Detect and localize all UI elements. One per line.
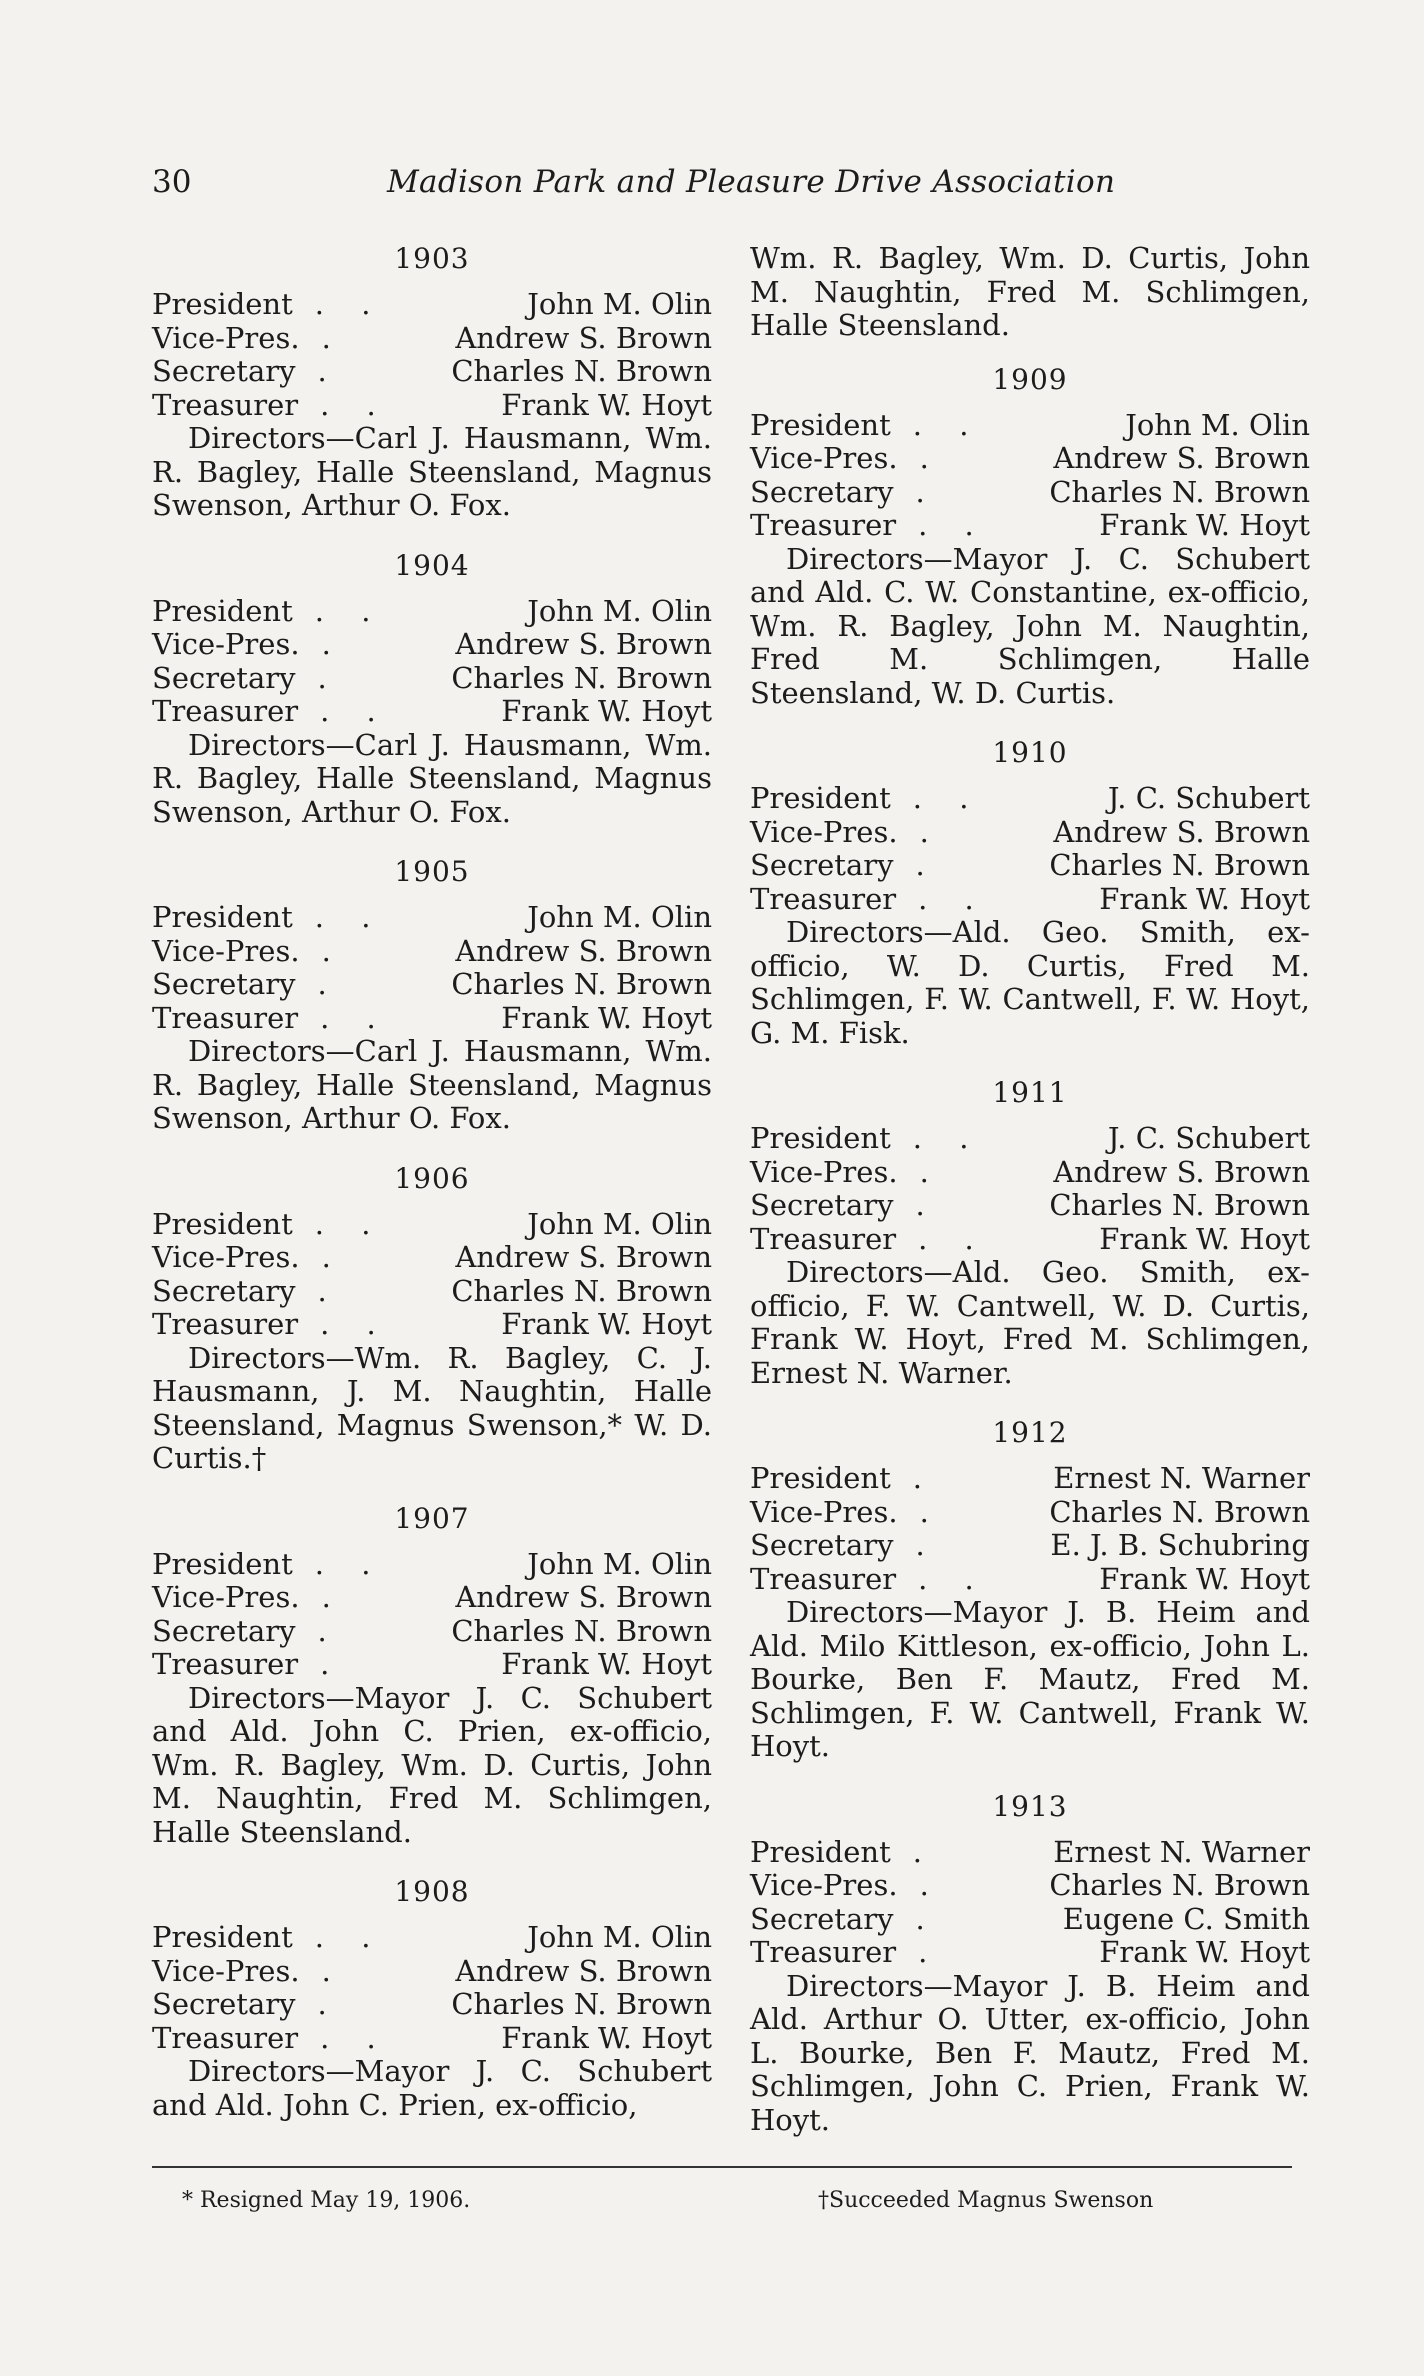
office-title: Secretary [152,354,296,388]
directors-paragraph: Directors—Mayor J. B. Heim and Ald. Milo Kittleson, ex-officio, John L. Bourke, Ben F. Mautz, Fred M. Schlimgen, F. W. Cantwell, Frank W. Hoyt. [750,1595,1310,1763]
year-heading: 1912 [992,1416,1068,1449]
office-row-president [152,288,712,322]
officer-name: Frank W. Hoyt [1099,1935,1310,1969]
office-row-vice-president [750,816,1310,850]
directors-paragraph: Directors—Ald. Geo. Smith, ex-officio, W. D. Curtis, Fred M. Schlimgen, F. W. Cantwell, F. W. Hoyt, G. M. Fisk. [750,915,1310,1050]
office-title: Secretary [152,1613,296,1648]
year-heading: 1909 [992,362,1068,396]
officer-name: Frank W. Hoyt [501,2020,712,2055]
officer-name: Charles N. Brown [451,1613,712,1648]
directors-paragraph: Directors—Mayor J. B. Heim and Ald. Arthur O. Utter, ex-officio, John L. Bourke, Ben F. Mautz, Fred M. Schlimgen, John C. Prien, Frank W. Hoyt. [750,1968,1310,2137]
officer-name: Frank W. Hoyt [1099,881,1310,916]
leader-dots: . [317,1988,341,2021]
leader-dots: . [317,661,341,695]
year-block-1911 [750,1076,1310,1390]
leader-dots: . . [320,388,390,422]
leader-dots: . [317,355,341,388]
office-row-secretary [152,1615,712,1649]
leader-dots: . [915,1902,939,1936]
office-row-vice-president [750,442,1310,476]
office-row-president [152,901,712,935]
office-title: Secretary [750,1901,894,1936]
leader-dots: . . [314,901,385,934]
leader-dots: . . [918,1222,988,1256]
leader-dots: . . [918,882,988,916]
officer-name: Charles N. Brown [1049,474,1310,509]
office-row-president [750,409,1310,443]
office-row-secretary [750,1529,1310,1563]
leader-dots: . . [320,2021,390,2055]
office-title: Vice-Pres. [750,814,898,849]
office-title: Treasurer [152,1000,299,1035]
office-title: President [152,900,293,934]
officer-name: Andrew S. Brown [455,320,712,355]
leader-dots: . . [918,1562,988,1596]
office-title: President [750,1834,891,1869]
office-title: Secretary [152,1273,296,1308]
office-row-president [152,1208,712,1242]
office-title: Treasurer [750,881,897,916]
leader-dots: . [919,1155,943,1189]
office-row-president [750,1836,1310,1870]
right-column [750,242,1310,2163]
officer-name: John M. Olin [527,287,712,321]
year-block-1905 [152,855,712,1136]
office-row-treasurer [750,883,1310,917]
page-header [152,164,1292,214]
office-row-vice-president [152,935,712,969]
office-row-treasurer [152,389,712,423]
office-row-secretary [750,476,1310,510]
leader-dots: . [321,321,345,355]
footnote-succeeded: †Succeeded Magnus Swenson [818,2188,1154,2213]
directors-paragraph: Directors—Mayor J. C. Schubert and Ald. John C. Prien, ex-officio, Wm. R. Bagley, Wm. D. Curtis, John M. Naughtin, Fred M. Schlimgen, Halle Steensland. [152,1680,712,1849]
office-title: Treasurer [152,694,299,728]
leader-dots: . . [912,1122,983,1155]
leader-dots: . . [320,1308,390,1341]
office-row-treasurer [750,509,1310,543]
directors-continuation: Wm. R. Bagley, Wm. D. Curtis, John M. Naughtin, Fred M. Schlimgen, Halle Steensland. [750,241,1310,342]
office-row-president [152,1548,712,1582]
office-title: Vice-Pres. [152,933,300,968]
office-title: Treasurer [152,1647,299,1681]
officer-name: Andrew S. Brown [455,933,712,968]
officer-name: Frank W. Hoyt [1099,1561,1310,1596]
officer-name: Ernest N. Warner [1053,1834,1310,1869]
leader-dots: . [912,1462,936,1495]
office-row-vice-president [750,1869,1310,1903]
office-title: Vice-Pres. [152,1580,300,1614]
office-row-treasurer [750,1223,1310,1257]
directors-paragraph: Directors—Ald. Geo. Smith, ex-officio, F. W. Cantwell, W. D. Curtis, Frank W. Hoyt, Fred M. Schlimgen, Ernest N. Warner. [750,1255,1310,1390]
office-title: President [750,1461,891,1495]
leader-dots: . . [320,1001,390,1035]
officer-name: Andrew S. Brown [1053,441,1310,475]
page-number: 30 [152,164,192,200]
officer-name: Andrew S. Brown [455,627,712,661]
running-title: Madison Park and Pleasure Drive Association [387,164,1116,200]
office-row-secretary [152,355,712,389]
office-title: Secretary [152,967,296,1001]
office-title: Secretary [750,848,894,882]
office-row-president [750,1122,1310,1156]
leader-dots: . [915,1529,939,1562]
year-block-1904 [152,549,712,830]
office-row-treasurer [152,2022,712,2056]
year-block-1906 [152,1162,712,1476]
office-title: Vice-Pres. [750,1494,898,1529]
officer-name: Charles N. Brown [451,967,712,1001]
office-row-president [152,1921,712,1955]
office-row-vice-president [152,322,712,356]
officer-name: Charles N. Brown [451,1273,712,1308]
directors-paragraph: Directors—Mayor J. C. Schubert and Ald. John C. Prien, ex-officio, [152,2054,712,2122]
officer-name: Andrew S. Brown [1053,814,1310,849]
officer-name: Frank W. Hoyt [501,1307,712,1341]
officer-name: Andrew S. Brown [1053,1154,1310,1189]
footnote-divider [152,2166,1292,2168]
directors-paragraph: Directors—Carl J. Hausmann, Wm. R. Bagley, Halle Steensland, Magnus Swenson, Arthur O. Fox. [152,421,712,522]
office-row-secretary [152,1988,712,2022]
officer-name: Charles N. Brown [1049,848,1310,882]
office-row-secretary [152,968,712,1002]
office-title: President [152,287,293,321]
leader-dots: . [915,1189,939,1222]
office-title: Vice-Pres. [750,1868,898,1902]
directors-paragraph: Directors—Wm. R. Bagley, C. J. Hausmann, J. M. Naughtin, Halle Steensland, Magnus Swenson,* W. D. Curtis.† [152,1340,712,1475]
office-row-vice-president [750,1496,1310,1530]
officer-name: Charles N. Brown [451,1987,712,2021]
leader-dots: . [919,442,943,475]
left-column [152,242,712,2148]
officer-name: Eugene C. Smith [1062,1901,1310,1936]
office-title: Treasurer [750,1935,897,1969]
leader-dots: . [919,1869,943,1902]
officer-name: Andrew S. Brown [455,1240,712,1274]
office-row-vice-president [750,1156,1310,1190]
leader-dots: . . [320,695,390,728]
officer-name: Charles N. Brown [1049,1188,1310,1222]
office-row-secretary [750,1189,1310,1223]
office-row-vice-president [152,1955,712,1989]
leader-dots: . [321,1241,345,1274]
office-row-vice-president [152,1581,712,1615]
office-title: Treasurer [152,387,299,422]
leader-dots: . . [912,782,983,815]
office-title: Vice-Pres. [152,1953,300,1988]
leader-dots: . [317,1274,341,1308]
office-row-secretary [750,849,1310,883]
office-row-treasurer [152,1002,712,1036]
year-heading: 1911 [992,1076,1068,1109]
office-title: Vice-Pres. [152,320,300,355]
office-title: President [152,593,293,628]
officer-name: J. C. Schubert [1107,1121,1310,1155]
leader-dots: . [919,815,943,849]
office-row-president [750,1462,1310,1496]
office-row-secretary [152,1275,712,1309]
year-block-1903 [152,242,712,523]
officer-name: Andrew S. Brown [455,1953,712,1988]
office-title: Secretary [750,1528,894,1562]
office-title: Treasurer [152,2020,299,2055]
officer-name: Charles N. Brown [451,660,712,695]
leader-dots: . [320,1648,344,1681]
leader-dots: . . [918,509,988,542]
year-heading: 1905 [394,855,470,888]
officer-name: Charles N. Brown [451,354,712,388]
office-title: Treasurer [152,1307,299,1341]
officer-name: Charles N. Brown [1049,1494,1310,1529]
officer-name: Frank W. Hoyt [501,694,712,728]
office-title: Secretary [750,474,894,509]
officer-name: John M. Olin [527,593,712,628]
office-row-treasurer [152,1648,712,1682]
year-heading: 1903 [394,242,470,275]
leader-dots: . [918,1936,942,1969]
officer-name: John M. Olin [527,1206,712,1241]
office-title: Treasurer [750,1561,897,1596]
office-title: Vice-Pres. [750,1154,898,1189]
officer-name: Frank W. Hoyt [501,1647,712,1681]
officer-name: Charles N. Brown [1049,1868,1310,1902]
office-row-secretary [750,1903,1310,1937]
office-title: President [152,1206,293,1241]
officer-name: Frank W. Hoyt [1099,508,1310,542]
office-row-treasurer [750,1936,1310,1970]
office-row-president [152,595,712,629]
leader-dots: . . [314,1207,385,1241]
officer-name: John M. Olin [1125,407,1310,442]
leader-dots: . [919,1495,943,1529]
year-block-1907 [152,1502,712,1850]
leader-dots: . [317,1614,341,1648]
leader-dots: . [321,934,345,968]
office-title: Vice-Pres. [152,1240,300,1274]
year-heading: 1906 [394,1161,470,1195]
year-heading: 1907 [394,1501,470,1535]
year-block-1908 [152,1875,712,2122]
leader-dots: . . [912,408,983,442]
year-block-1912 [750,1416,1310,1764]
year-heading: 1908 [394,1875,470,1908]
leader-dots: . [317,968,341,1001]
office-title: Secretary [152,1987,296,2021]
officer-name: John M. Olin [527,1920,712,1954]
office-title: President [750,407,891,442]
office-title: President [750,781,891,815]
year-heading: 1904 [394,548,470,582]
leader-dots: . [915,475,939,509]
leader-dots: . . [314,1921,385,1954]
officer-name: J. C. Schubert [1107,781,1310,815]
office-row-treasurer [750,1563,1310,1597]
office-title: President [152,1920,293,1954]
leader-dots: . . [314,288,385,321]
office-title: Secretary [750,1188,894,1222]
office-row-secretary [152,662,712,696]
directors-paragraph: Directors—Carl J. Hausmann, Wm. R. Bagley, Halle Steensland, Magnus Swenson, Arthur O. Fox. [152,727,712,829]
office-title: Treasurer [750,508,897,542]
office-title: President [152,1546,293,1581]
officer-name: Frank W. Hoyt [501,1000,712,1035]
office-title: President [750,1121,891,1155]
office-title: Secretary [152,660,296,695]
office-title: Vice-Pres. [750,441,898,475]
officer-name: Andrew S. Brown [455,1580,712,1614]
year-block-1910 [750,736,1310,1050]
office-title: Vice-Pres. [152,627,300,661]
leader-dots: . [321,1581,345,1614]
leader-dots: . . [314,594,385,628]
office-row-treasurer [152,695,712,729]
leader-dots: . [321,1954,345,1988]
year-block-1913 [750,1790,1310,2138]
officer-name: Frank W. Hoyt [1099,1221,1310,1256]
office-row-president [750,782,1310,816]
officer-name: John M. Olin [527,1546,712,1581]
office-row-treasurer [152,1308,712,1342]
year-block-1909 [750,363,1310,711]
footnote-resigned: * Resigned May 19, 1906. [182,2188,471,2213]
year-heading: 1913 [992,1789,1068,1823]
directors-paragraph: Directors—Mayor J. C. Schubert and Ald. C. W. Constantine, ex-officio, Wm. R. Bagley, John M. Naughtin, Fred M. Schlimgen, Halle Steensland, W. D. Curtis. [750,541,1310,710]
officer-name: John M. Olin [527,900,712,934]
leader-dots: . [915,849,939,882]
directors-paragraph: Directors—Carl J. Hausmann, Wm. R. Bagley, Halle Steensland, Magnus Swenson, Arthur O. Fox. [152,1034,712,1135]
leader-dots: . . [314,1547,385,1581]
office-row-vice-president [152,628,712,662]
officer-name: Frank W. Hoyt [501,387,712,422]
leader-dots: . [321,628,345,661]
leader-dots: . [912,1835,936,1869]
officer-name: Ernest N. Warner [1053,1461,1310,1495]
officer-name: E. J. B. Schubring [1050,1528,1310,1562]
office-title: Treasurer [750,1221,897,1256]
office-row-vice-president [152,1241,712,1275]
year-heading: 1910 [992,736,1068,769]
